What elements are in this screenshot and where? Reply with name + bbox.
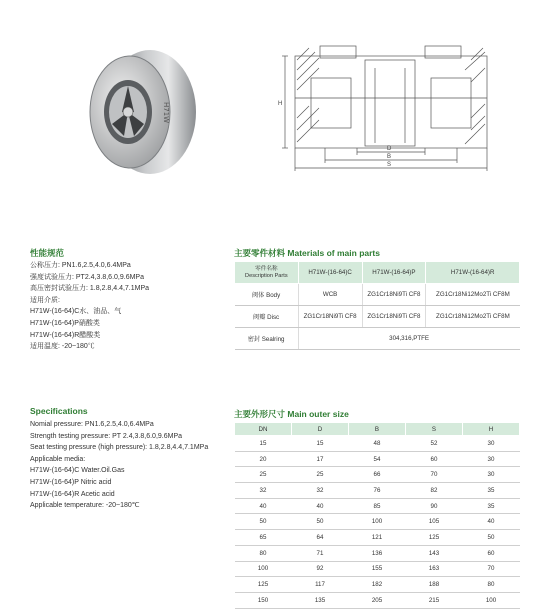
dimensions-row bbox=[235, 592, 520, 608]
dimensions-cell: 80 bbox=[463, 577, 520, 593]
performance-line: 公称压力: PN1.6,2.5,4.0,6.4MPa bbox=[30, 262, 131, 269]
specification-line: Applicable temperature: -20~180℃ bbox=[30, 502, 140, 510]
dimensions-cell: 60 bbox=[463, 545, 520, 561]
dimensions-cell: 30 bbox=[463, 467, 520, 483]
materials-row bbox=[235, 284, 520, 306]
dimensions-cell: 30 bbox=[463, 451, 520, 467]
materials-header-desc-cn: 零件名称 bbox=[255, 265, 278, 272]
performance-line: H71W-(16-64)C水、油品、气 bbox=[30, 308, 122, 316]
dimensions-cell: 121 bbox=[349, 530, 406, 546]
dimensions-cell: 100 bbox=[463, 592, 520, 608]
dimensions-cell: 90 bbox=[406, 498, 463, 514]
dimensions-cell: 66 bbox=[349, 467, 406, 483]
materials-header-col: H71W-(16-64)C bbox=[298, 262, 362, 284]
materials-header-desc bbox=[235, 262, 299, 284]
dimensions-cell: 50 bbox=[292, 514, 349, 530]
cross-section-drawing bbox=[275, 38, 505, 183]
specification-line: H71W-(16-64)R Acetic acid bbox=[30, 490, 115, 498]
performance-line: 强度试验压力: PT2.4,3.8,6.0,9.6MPa bbox=[30, 273, 144, 281]
dimensions-cell: 143 bbox=[406, 545, 463, 561]
specifications-title-en: Specifications bbox=[30, 406, 88, 416]
performance-line: 适用温度: -20~180℃ bbox=[30, 343, 95, 351]
dimensions-cell: 76 bbox=[349, 483, 406, 499]
dimensions-cell: 150 bbox=[235, 592, 292, 608]
materials-part: 阀体 Body bbox=[235, 284, 299, 306]
dimensions-body bbox=[235, 436, 520, 609]
dimensions-cell: 70 bbox=[406, 467, 463, 483]
materials-cell-merged: 304,316,PTFE bbox=[298, 328, 519, 350]
dimensions-cell: 85 bbox=[349, 498, 406, 514]
materials-cell: ZG1Cr18Ni9Ti CF8 bbox=[362, 306, 426, 328]
svg-text:H71W: H71W bbox=[162, 102, 170, 124]
dimensions-cell: 155 bbox=[349, 561, 406, 577]
dimensions-cell: 50 bbox=[463, 530, 520, 546]
dimensions-cell: 182 bbox=[349, 577, 406, 593]
specification-line: Strength testing pressure: PT 2.4,3.8,6.0,9.6MPa bbox=[30, 432, 183, 440]
dimensions-cell: 65 bbox=[235, 530, 292, 546]
dimensions-cell: 135 bbox=[292, 592, 349, 608]
dimensions-table bbox=[234, 422, 520, 609]
dimensions-cell: 30 bbox=[463, 436, 520, 452]
dim-label-d: D bbox=[387, 146, 392, 152]
dimensions-cell: 188 bbox=[406, 577, 463, 593]
materials-header-col: H71W-(16-64)R bbox=[426, 262, 520, 284]
dimensions-cell: 100 bbox=[235, 561, 292, 577]
specification-line: H71W-(16-64)P Nitric acid bbox=[30, 478, 112, 486]
dimensions-header-col: DN bbox=[235, 423, 292, 436]
dimensions-row bbox=[235, 467, 520, 483]
materials-title-cn: 主要零件材料 bbox=[234, 248, 286, 258]
specification-line: Applicable media: bbox=[30, 455, 86, 463]
dimensions-row bbox=[235, 483, 520, 499]
dimensions-cell: 125 bbox=[406, 530, 463, 546]
dimensions-cell: 32 bbox=[235, 483, 292, 499]
materials-part: 阀瓣 Disc bbox=[235, 306, 299, 328]
dimensions-cell: 40 bbox=[463, 514, 520, 530]
dimensions-row bbox=[235, 436, 520, 452]
performance-title-cn: 性能规范 bbox=[30, 248, 65, 258]
materials-header-col: H71W-(16-64)P bbox=[362, 262, 426, 284]
dimensions-header-row bbox=[235, 423, 520, 436]
dimensions-header-col: B bbox=[349, 423, 406, 436]
valve-photo bbox=[82, 42, 202, 182]
dimensions-row bbox=[235, 545, 520, 561]
dimensions-cell: 215 bbox=[406, 592, 463, 608]
dimensions-title bbox=[234, 408, 349, 420]
dimensions-row bbox=[235, 498, 520, 514]
dimensions-cell: 60 bbox=[406, 451, 463, 467]
dimensions-title-en: Main outer size bbox=[287, 409, 349, 419]
dim-label-s: S bbox=[387, 162, 392, 168]
dimensions-cell: 70 bbox=[463, 561, 520, 577]
specification-line: Nomial pressure: PN1.6,2.5,4.0,6.4MPa bbox=[30, 421, 154, 428]
dimensions-cell: 163 bbox=[406, 561, 463, 577]
materials-cell: ZG1Cr18Ni9Ti CF8 bbox=[298, 306, 362, 328]
materials-row bbox=[235, 306, 520, 328]
dimensions-cell: 71 bbox=[292, 545, 349, 561]
materials-title-en: Materials of main parts bbox=[287, 248, 380, 258]
dimensions-cell: 32 bbox=[292, 483, 349, 499]
dimensions-cell: 17 bbox=[292, 451, 349, 467]
materials-header-desc-en: Description Parts bbox=[245, 272, 288, 279]
performance-list-cn bbox=[30, 260, 149, 353]
materials-cell: ZG1Cr18Ni12Mo2Ti CF8M bbox=[426, 306, 520, 328]
dimensions-cell: 80 bbox=[235, 545, 292, 561]
dimensions-row bbox=[235, 514, 520, 530]
specifications-list-en bbox=[30, 419, 208, 512]
performance-line: 高压密封试验压力: 1.8,2.8,4.4,7.1MPa bbox=[30, 285, 150, 293]
dimensions-cell: 117 bbox=[292, 577, 349, 593]
materials-header-row bbox=[235, 262, 520, 284]
dimensions-cell: 35 bbox=[463, 498, 520, 514]
dimensions-cell: 40 bbox=[235, 498, 292, 514]
dimensions-cell: 82 bbox=[406, 483, 463, 499]
materials-part: 密封 Sealring bbox=[235, 328, 299, 350]
dimensions-cell: 15 bbox=[235, 436, 292, 452]
dimensions-cell: 205 bbox=[349, 592, 406, 608]
dimensions-cell: 35 bbox=[463, 483, 520, 499]
dimensions-cell: 54 bbox=[349, 451, 406, 467]
dimensions-cell: 125 bbox=[235, 577, 292, 593]
dimensions-cell: 52 bbox=[406, 436, 463, 452]
performance-line: H71W-(16-64)R醋酸类 bbox=[30, 331, 101, 339]
dimensions-cell: 25 bbox=[235, 467, 292, 483]
dimensions-cell: 50 bbox=[235, 514, 292, 530]
dimensions-cell: 100 bbox=[349, 514, 406, 530]
dimensions-cell: 48 bbox=[349, 436, 406, 452]
dimensions-header-col: H bbox=[463, 423, 520, 436]
dimensions-row bbox=[235, 577, 520, 593]
specification-line: H71W-(16-64)C Water.Oil.Gas bbox=[30, 467, 125, 475]
specification-line: Seat testing pressure (high pressure): 1.8,2.8,4.4,7.1MPa bbox=[30, 444, 209, 452]
materials-title bbox=[234, 247, 380, 259]
dim-label-b: B bbox=[387, 154, 392, 160]
materials-cell: ZG1Cr18Ni12Mo2Ti CF8M bbox=[426, 284, 520, 306]
dimensions-cell: 105 bbox=[406, 514, 463, 530]
dimensions-header-col: S bbox=[406, 423, 463, 436]
dimensions-cell: 64 bbox=[292, 530, 349, 546]
performance-line: H71W-(16-64)P硝酸类 bbox=[30, 319, 100, 327]
dimensions-title-cn: 主要外形尺寸 bbox=[234, 409, 286, 419]
dimensions-row bbox=[235, 530, 520, 546]
materials-row bbox=[235, 328, 520, 350]
dimensions-cell: 92 bbox=[292, 561, 349, 577]
dimensions-cell: 25 bbox=[292, 467, 349, 483]
dimensions-cell: 15 bbox=[292, 436, 349, 452]
materials-cell: ZG1Cr18Ni9Ti CF8 bbox=[362, 284, 426, 306]
dim-label-h: H bbox=[278, 101, 283, 107]
materials-cell: WCB bbox=[298, 284, 362, 306]
dimensions-cell: 20 bbox=[235, 451, 292, 467]
dimensions-cell: 40 bbox=[292, 498, 349, 514]
dimensions-cell: 136 bbox=[349, 545, 406, 561]
dimensions-header-col: D bbox=[292, 423, 349, 436]
dimensions-row bbox=[235, 561, 520, 577]
materials-table bbox=[234, 261, 520, 350]
performance-line: 适用介质: bbox=[30, 296, 60, 304]
dimensions-row bbox=[235, 451, 520, 467]
